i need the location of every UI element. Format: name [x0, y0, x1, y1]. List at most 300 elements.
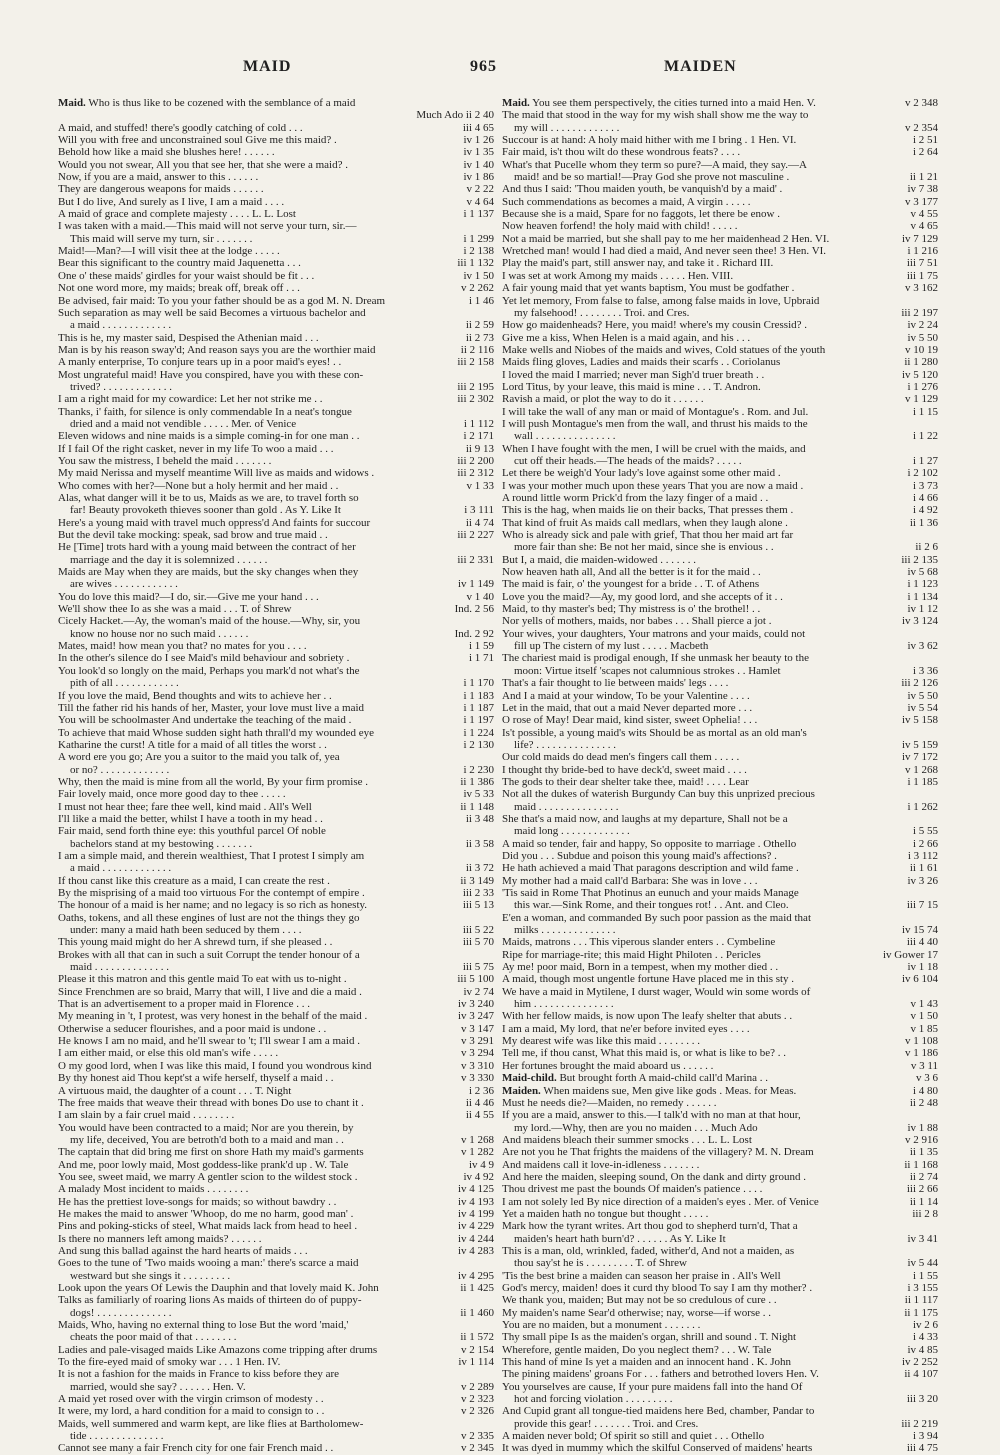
concordance-line: [502, 1245, 938, 1257]
quotation-text: Yet a maiden hath no tongue but thought . . . . .: [502, 1207, 709, 1220]
act-scene-line-reference: v 2 289: [461, 1380, 494, 1393]
concordance-line: [502, 1418, 938, 1430]
concordance-line: [58, 1122, 494, 1134]
concordance-line: [58, 356, 494, 368]
quotation-text: And here the maiden, sleeping sound, On the dank and dirty ground .: [502, 1170, 806, 1183]
act-scene-line-reference: v 10 19: [905, 343, 938, 356]
quotation-text: Fair maid, is't thou wilt do these wondrous feats? . . . .: [502, 146, 741, 159]
concordance-line: [502, 1220, 938, 1232]
quotation-text: A word ere you go; Are you a suitor to the maid you talk of, yea: [58, 751, 340, 764]
quotation-text: I was your mother much upon these years That you are now a maid .: [502, 479, 804, 492]
act-scene-line-reference: ii 4 74: [465, 516, 494, 529]
concordance-line: [502, 1356, 938, 1368]
act-scene-line-reference: iii 2 200: [457, 454, 494, 467]
concordance-line: [58, 603, 494, 615]
act-scene-line-reference: iv 7 172: [901, 751, 938, 764]
act-scene-line-reference: [934, 1109, 938, 1121]
act-scene-line-reference: [934, 1220, 938, 1232]
concordance-line: [502, 652, 938, 664]
act-scene-line-reference: [934, 443, 938, 455]
act-scene-line-reference: iii 7 15: [906, 899, 938, 912]
act-scene-line-reference: v 3 294: [461, 1047, 494, 1060]
quotation-text: He makes the maid to answer 'Whoop, do me no harm, good man' .: [58, 1207, 354, 1220]
act-scene-line-reference: iii 5 100: [457, 973, 494, 986]
quotation-text: Since Frenchmen are so braid, Marry that will, I live and die a maid .: [58, 985, 362, 998]
act-scene-line-reference: i 1 22: [912, 430, 938, 443]
act-scene-line-reference: ii 1 21: [909, 171, 938, 184]
act-scene-line-reference: iii 4 40: [906, 936, 938, 949]
act-scene-line-reference: ii 1 61: [909, 862, 938, 875]
act-scene-line-reference: iii 5 75: [462, 961, 494, 974]
concordance-line: [58, 652, 494, 664]
act-scene-line-reference: ii 3 58: [465, 837, 494, 850]
act-scene-line-reference: iv 1 88: [907, 1121, 938, 1134]
concordance-line: [58, 455, 494, 467]
concordance-line: [58, 1220, 494, 1232]
act-scene-line-reference: ii 2 73: [465, 331, 494, 344]
concordance-line: [502, 850, 938, 862]
act-scene-line-reference: v 1 186: [905, 1047, 938, 1060]
act-scene-line-reference: i 1 27: [912, 454, 938, 467]
concordance-line: [58, 776, 494, 788]
act-scene-line-reference: iv 4 199: [457, 1207, 494, 1220]
quotation-text: life? . . . . . . . . . . . . . . .: [514, 738, 617, 751]
act-scene-line-reference: i 2 102: [907, 467, 938, 480]
quotation-text: Thanks, i' faith, for silence is only commendable In a neat's tongue: [58, 405, 352, 418]
act-scene-line-reference: i 2 230: [463, 763, 494, 776]
act-scene-line-reference: iii 2 197: [901, 306, 938, 319]
act-scene-line-reference: i 2 64: [912, 146, 938, 159]
concordance-line: [58, 504, 494, 516]
quotation-text: 'Tis said in Rome That Photinus an eunuch and your maids Manage: [502, 887, 799, 899]
quotation-text: hot and forcing violation . . . . . . . . .: [514, 1393, 673, 1406]
concordance-line: [58, 949, 494, 961]
concordance-line: [502, 430, 938, 442]
quotation-text: How go maidenheads? Here, you maid! where's my cousin Cressid? .: [502, 319, 808, 332]
act-scene-line-reference: i 4 66: [912, 492, 938, 504]
quotation-text: Maid. You see them perspectively, the cities turned into a maid Hen. V.: [502, 97, 816, 109]
concordance-line: [58, 1072, 494, 1084]
concordance-line: [502, 1072, 938, 1084]
concordance-line: [502, 1257, 938, 1269]
quotation-text: If you love the maid, Bend thoughts and wits to achieve her . .: [58, 689, 332, 702]
quotation-text: A maid so tender, fair and happy, So opposite to marriage . Othello: [502, 837, 797, 850]
act-scene-line-reference: i 3 111: [464, 504, 494, 517]
concordance-line: [502, 183, 938, 195]
quotation-text: Will you with free and unconstrained soul Give me this maid? .: [58, 134, 337, 147]
quotation-text: That's a fair thought to lie between maids' legs . . . .: [502, 677, 729, 690]
act-scene-line-reference: iv 1 86: [463, 171, 494, 184]
quotation-text: We have a maid in Mytilene, I durst wager, Would win some words of: [502, 985, 811, 998]
act-scene-line-reference: iii 4 75: [906, 1442, 938, 1455]
act-scene-line-reference: ii 1 14: [909, 1195, 938, 1208]
act-scene-line-reference: iv 5 159: [901, 738, 938, 751]
concordance-line: [58, 912, 494, 924]
quotation-text: I was taken with a maid.—This maid will not serve your turn, sir.—: [58, 220, 357, 233]
act-scene-line-reference: ii 1 386: [460, 775, 494, 788]
quotation-text: Let there be weigh'd Your lady's love against some other maid .: [502, 467, 781, 480]
concordance-line: [58, 751, 494, 763]
quotation-text: far! Beauty provoketh thieves sooner than gold . As Y. Like It: [70, 504, 341, 517]
act-scene-line-reference: ii 1 148: [460, 800, 494, 813]
concordance-line: [58, 109, 494, 121]
concordance-line: [58, 369, 494, 381]
quotation-text: fill up The cistern of my lust . . . . . Macbeth: [514, 640, 709, 653]
concordance-line: [502, 702, 938, 714]
quotation-text: A virtuous maid, the daughter of a count . . . T. Night: [58, 1084, 292, 1097]
act-scene-line-reference: [934, 529, 938, 541]
quotation-text: O rose of May! Dear maid, kind sister, sweet Ophelia! . . .: [502, 714, 758, 727]
act-scene-line-reference: i 3 112: [907, 849, 938, 862]
act-scene-line-reference: [934, 1245, 938, 1257]
concordance-line: [502, 257, 938, 269]
act-scene-line-reference: i 1 185: [907, 775, 938, 788]
act-scene-line-reference: [490, 1319, 494, 1331]
act-scene-line-reference: v 3 330: [461, 1072, 494, 1085]
concordance-line: [58, 924, 494, 936]
concordance-line: [502, 899, 938, 911]
quotation-text: Now heaven forfend! the holy maid with child! . . . . .: [502, 220, 738, 233]
quotation-text: One o' these maids' girdles for your waist should be fit . . .: [58, 269, 315, 282]
quotation-text: You do love this maid?—I do, sir.—Give me your hand . . .: [58, 590, 319, 603]
concordance-line: [58, 899, 494, 911]
concordance-line: [58, 1270, 494, 1282]
act-scene-line-reference: iv 4 283: [457, 1244, 494, 1257]
quotation-text: Tell me, if thou canst, What this maid is, or what is like to be? . .: [502, 1047, 787, 1060]
act-scene-line-reference: [490, 665, 494, 677]
act-scene-line-reference: iv 1 50: [463, 269, 494, 282]
act-scene-line-reference: iii 2 8: [912, 1207, 938, 1220]
concordance-line: [58, 1109, 494, 1121]
act-scene-line-reference: iv 4 193: [457, 1195, 494, 1208]
quotation-text: God's mercy, maiden! does it curd thy blood To say I am thy mother? .: [502, 1282, 813, 1294]
concordance-line: [58, 1245, 494, 1257]
quotation-text: I was set at work Among my maids . . . . . Hen. VIII.: [502, 269, 734, 282]
concordance-line: [502, 1307, 938, 1319]
quotation-text: This maid will serve my turn, sir . . . . . . .: [70, 232, 253, 245]
concordance-line: [502, 603, 938, 615]
act-scene-line-reference: [490, 850, 494, 862]
quotation-text: Maid, to thy master's bed; Thy mistress is o' the brothel! . .: [502, 603, 761, 616]
concordance-line: [58, 1035, 494, 1047]
act-scene-line-reference: i 5 55: [912, 825, 938, 838]
quotation-text: Ladies and pale-visaged maids Like Amazons come tripping after drums: [58, 1343, 378, 1356]
concordance-line: [58, 764, 494, 776]
act-scene-line-reference: [934, 159, 938, 171]
concordance-line: [58, 220, 494, 232]
quotation-text: A manly enterprise, To conjure tears up in a poor maid's eyes! . .: [58, 356, 342, 369]
concordance-line: [502, 936, 938, 948]
act-scene-line-reference: ii 3 48: [465, 812, 494, 825]
quotation-text: That is an advertisement to a proper maid in Florence . . .: [58, 998, 311, 1011]
quotation-text: Cicely Hacket.—Ay, the woman's maid of the house.—Why, sir, you: [58, 615, 361, 628]
act-scene-line-reference: iv 4 229: [457, 1220, 494, 1233]
act-scene-line-reference: i 4 80: [912, 1084, 938, 1097]
quotation-text: Please it this matron and this gentle maid To eat with us to-night .: [58, 973, 347, 986]
concordance-line: [502, 665, 938, 677]
concordance-line: [502, 1060, 938, 1072]
quotation-text: A maid, though most ungentle fortune Have placed me in this sty .: [502, 973, 795, 986]
quotation-text: My maid Nerissa and myself meantime Will live as maids and widows .: [58, 467, 375, 480]
quotation-text: Who is already sick and pale with grief, That thou her maid art far: [502, 529, 794, 542]
quotation-text: And sung this ballad against the hard hearts of maids . . .: [58, 1244, 308, 1257]
concordance-line: [502, 973, 938, 985]
act-scene-line-reference: ii 1 175: [904, 1306, 938, 1319]
quotation-text: dogs! . . . . . . . . . . . . . .: [70, 1306, 172, 1319]
concordance-line: [502, 369, 938, 381]
quotation-text: maid . . . . . . . . . . . . . . .: [514, 800, 619, 813]
quotation-text: Now, if you are a maid, answer to this . . . . . .: [58, 171, 259, 184]
concordance-line: [502, 677, 938, 689]
quotation-text: [58, 109, 412, 121]
concordance-line: [502, 591, 938, 603]
quotation-text: Not all the dukes of waterish Burgundy Can buy this unprized precious: [502, 788, 815, 801]
concordance-line: [502, 245, 938, 257]
act-scene-line-reference: i 2 138: [463, 245, 494, 258]
concordance-line: [502, 233, 938, 245]
left-column: [58, 97, 494, 1455]
quotation-text: But I do live, And surely as I live, I am a maid . . . .: [58, 195, 285, 208]
concordance-line: [58, 1319, 494, 1331]
act-scene-line-reference: iv 3 26: [907, 874, 938, 887]
act-scene-line-reference: [934, 887, 938, 899]
act-scene-line-reference: iv 2 24: [907, 319, 938, 332]
act-scene-line-reference: iii 1 132: [457, 257, 494, 270]
concordance-line: [58, 838, 494, 850]
act-scene-line-reference: i 4 33: [912, 1331, 938, 1344]
concordance-line: [58, 480, 494, 492]
quotation-text: Because she is a maid, Spare for no faggots, let there be enow .: [502, 208, 780, 221]
concordance-line: [58, 467, 494, 479]
act-scene-line-reference: v 3 147: [461, 1022, 494, 1035]
concordance-line: [58, 430, 494, 442]
quotation-text: And I a maid at your window, To be your Valentine . . . .: [502, 689, 750, 702]
concordance-line: [502, 1097, 938, 1109]
act-scene-line-reference: i 1 197: [463, 714, 494, 727]
quotation-text: my lord.—Why, then are you no maiden . . . Much Ado: [514, 1121, 758, 1134]
act-scene-line-reference: i 2 171: [463, 430, 494, 443]
quotation-text: bachelors stand at my bestowing . . . . . . .: [70, 837, 253, 850]
concordance-line: [502, 727, 938, 739]
concordance-line: [502, 1442, 938, 1454]
concordance-line: [58, 1196, 494, 1208]
quotation-text: my falsehood! . . . . . . . . Troi. and Cres.: [514, 306, 690, 319]
concordance-line: [58, 615, 494, 627]
quotation-text: This young maid might do her A shrewd turn, if she pleased . .: [58, 936, 333, 949]
quotation-text: a maid . . . . . . . . . . . . .: [70, 319, 172, 332]
quotation-text: pith of all . . . . . . . . . . . .: [70, 677, 179, 690]
concordance-line: [58, 850, 494, 862]
act-scene-line-reference: iv 4 92: [463, 1170, 494, 1183]
quotation-text: The free maids that weave their thread with bones Do use to chant it .: [58, 1096, 364, 1109]
act-scene-line-reference: [934, 628, 938, 640]
concordance-line: [502, 578, 938, 590]
quotation-text: With her fellow maids, is now upon The leafy shelter that abuts . .: [502, 1010, 793, 1023]
concordance-line: [58, 196, 494, 208]
concordance-line: [502, 504, 938, 516]
quotation-text: provide this gear! . . . . . . . Troi. and Cres.: [514, 1417, 699, 1430]
concordance-line: [58, 134, 494, 146]
concordance-line: [502, 690, 938, 702]
act-scene-line-reference: v 4 55: [910, 208, 938, 221]
concordance-line: [58, 936, 494, 948]
act-scene-line-reference: v 3 291: [461, 1035, 494, 1048]
quotation-text: Wretched man! would I had died a maid, And never seen thee! 3 Hen. VI.: [502, 245, 827, 258]
concordance-line: [502, 1393, 938, 1405]
act-scene-line-reference: i 1 187: [463, 701, 494, 714]
quotation-text: Oaths, tokens, and all these engines of lust are not the things they go: [58, 911, 360, 924]
quotation-text: Must he needs die?—Maiden, no remedy . . . . . .: [502, 1096, 717, 1109]
act-scene-line-reference: [934, 418, 938, 430]
concordance-line: [58, 1393, 494, 1405]
act-scene-line-reference: i 4 92: [912, 504, 938, 517]
act-scene-line-reference: ii 1 460: [460, 1306, 494, 1319]
act-scene-line-reference: [490, 949, 494, 961]
act-scene-line-reference: ii 1 572: [460, 1331, 494, 1344]
concordance-line: [58, 1368, 494, 1380]
quotation-text: trived? . . . . . . . . . . . . .: [70, 380, 173, 393]
act-scene-line-reference: iii 2 227: [457, 529, 494, 542]
act-scene-line-reference: [490, 369, 494, 381]
quotation-text: You see, sweet maid, we marry A gentler scion to the wildest stock .: [58, 1170, 358, 1183]
quotation-text: know no house nor no such maid . . . . . .: [70, 627, 249, 640]
act-scene-line-reference: v 1 40: [466, 590, 494, 603]
concordance-line: [502, 813, 938, 825]
concordance-line: [502, 134, 938, 146]
concordance-line: [58, 1010, 494, 1022]
act-scene-line-reference: iii 2 312: [457, 467, 494, 480]
quotation-text: Our cold maids do dead men's fingers call them . . . . .: [502, 751, 740, 764]
concordance-line: [58, 1171, 494, 1183]
act-scene-line-reference: [934, 813, 938, 825]
quotation-text: A fair young maid that yet wants baptism, You must be godfather .: [502, 282, 795, 295]
concordance-line: [502, 1208, 938, 1220]
quotation-text: maid . . . . . . . . . . . . . .: [70, 961, 169, 974]
concordance-line: [502, 467, 938, 479]
act-scene-line-reference: iv 7 129: [901, 232, 938, 245]
quotation-text: or no? . . . . . . . . . . . . .: [70, 763, 170, 776]
concordance-line: [502, 492, 938, 504]
concordance-line: [502, 1331, 938, 1343]
quotation-text: You are no maiden, but a monument . . . . . . .: [502, 1319, 701, 1332]
concordance-line: [58, 1381, 494, 1393]
act-scene-line-reference: iii 2 302: [457, 393, 494, 406]
quotation-text: Fair maid, send forth thine eye: this youthful parcel Of noble: [58, 825, 326, 838]
quotation-text: A malady Most incident to maids . . . . . . . .: [58, 1183, 249, 1196]
quotation-text: I thought thy bride-bed to have deck'd, sweet maid . . . .: [502, 763, 747, 776]
act-scene-line-reference: [490, 1294, 494, 1306]
quotation-text: Lord Titus, by your leave, this maid is mine . . . T. Andron.: [502, 380, 761, 393]
concordance-line: [502, 307, 938, 319]
quotation-text: My maiden's name Sear'd otherwise; nay, worse—if worse . .: [502, 1306, 772, 1319]
concordance-line: [502, 640, 938, 652]
act-scene-line-reference: iii 2 135: [901, 553, 938, 566]
quotation-text: The pining maidens' groans For . . . fathers and betrothed lovers Hen. V.: [502, 1368, 819, 1381]
quotation-text: moon: Virtue itself 'scapes not calumnious strokes . . Hamlet: [514, 664, 781, 677]
concordance-line: [58, 1430, 494, 1442]
concordance-line: [58, 529, 494, 541]
concordance-line: [58, 1085, 494, 1097]
act-scene-line-reference: v 1 85: [910, 1022, 938, 1035]
concordance-line: [502, 220, 938, 232]
concordance-line: [502, 924, 938, 936]
quotation-text: Such separation as may well be said Becomes a virtuous bachelor and: [58, 306, 366, 319]
concordance-line: [58, 171, 494, 183]
concordance-line: [502, 159, 938, 171]
quotation-text: Otherwise a seducer flourishes, and a poor maid is undone . .: [58, 1022, 327, 1035]
concordance-line: [58, 406, 494, 418]
act-scene-line-reference: ii 4 55: [465, 1109, 494, 1122]
quotation-text: And maidens call it love-in-idleness . . . . . . .: [502, 1158, 700, 1171]
concordance-line: [502, 764, 938, 776]
act-scene-line-reference: v 2 323: [461, 1393, 494, 1406]
act-scene-line-reference: v 2 22: [466, 183, 494, 196]
quotation-text: Such commendations as becomes a maid, A virgin . . . . .: [502, 195, 751, 208]
act-scene-line-reference: v 1 268: [461, 1133, 494, 1146]
quotation-text: He [Time] trots hard with a young maid between the contract of her: [58, 541, 356, 554]
concordance-line: [502, 455, 938, 467]
act-scene-line-reference: iv 2 252: [901, 1356, 938, 1369]
concordance-line: [502, 714, 938, 726]
quotation-text: I am not solely led By nice direction of a maiden's eyes . Mer. of Venice: [502, 1195, 819, 1208]
quotation-text: cut off their heads.—The heads of the maids? . . . . .: [514, 454, 742, 467]
quotation-text: Ravish a maid, or plot the way to do it . . . . . .: [502, 393, 704, 406]
quotation-text: Who comes with her?—None but a holy hermit and her maid . .: [58, 479, 339, 492]
concordance-line: [502, 1122, 938, 1134]
act-scene-line-reference: ii 4 46: [465, 1096, 494, 1109]
quotation-text: Ay me! poor maid, Born in a tempest, when my mother died . .: [502, 961, 779, 974]
concordance-line: [58, 566, 494, 578]
concordance-line: [58, 1023, 494, 1035]
act-scene-line-reference: i 1 46: [468, 294, 494, 307]
act-scene-line-reference: iv 3 124: [901, 615, 938, 628]
act-scene-line-reference: [490, 615, 494, 627]
act-scene-line-reference: [934, 1405, 938, 1417]
quotation-text: This is the hag, when maids lie on their backs, That presses them .: [502, 504, 794, 517]
quotation-text: But I, a maid, die maiden-widowed . . . . . . .: [502, 553, 696, 566]
quotation-text: Love you the maid?—Ay, my good lord, and she accepts of it . .: [502, 590, 783, 603]
act-scene-line-reference: [490, 220, 494, 232]
quotation-text: my life, deceived, You are betroth'd both to a maid and man . .: [70, 1133, 344, 1146]
quotation-text: Talks as familiarly of roaring lions As maids of thirteen do of puppy-: [58, 1294, 362, 1307]
quotation-text: Maids, Who, having no external thing to lose But the word 'maid,': [58, 1319, 349, 1332]
quotation-text: Bear this significant to the country maid Jaquenetta . . .: [58, 257, 301, 270]
quotation-text: Maids are May when they are maids, but the sky changes when they: [58, 566, 359, 579]
concordance-line: [502, 196, 938, 208]
concordance-line: [502, 1010, 938, 1022]
quotation-text: Play the maid's part, still answer nay, and take it . Richard III.: [502, 257, 774, 270]
act-scene-line-reference: Ind. 2 56: [454, 603, 494, 616]
act-scene-line-reference: i 1 15: [912, 405, 938, 418]
concordance-line: [58, 665, 494, 677]
concordance-line: [58, 517, 494, 529]
quotation-text: We'll show thee Io as she was a maid . . . T. of Shrew: [58, 603, 292, 616]
concordance-line: [58, 1257, 494, 1269]
quotation-text: She that's a maid now, and laughs at my departure, Shall not be a: [502, 812, 788, 825]
concordance-line: [502, 1085, 938, 1097]
concordance-line: [502, 566, 938, 578]
right-column: [502, 97, 938, 1455]
act-scene-line-reference: v 4 65: [910, 220, 938, 233]
quotation-text: If you are a maid, answer to this.—I talk'd with no man at that hour,: [502, 1109, 801, 1122]
quotation-text: wall . . . . . . . . . . . . . . .: [514, 430, 616, 443]
running-head-right: MAIDEN: [664, 58, 737, 75]
quotation-text: You yourselves are cause, If your pure maidens fall into the hand Of: [502, 1380, 803, 1393]
quotation-text: E'en a woman, and commanded By such poor passion as the maid that: [502, 911, 811, 924]
concordance-line: [502, 1430, 938, 1442]
quotation-text: I am either maid, or else this old man's wife . . . . .: [58, 1047, 279, 1060]
act-scene-line-reference: v 1 33: [466, 479, 494, 492]
